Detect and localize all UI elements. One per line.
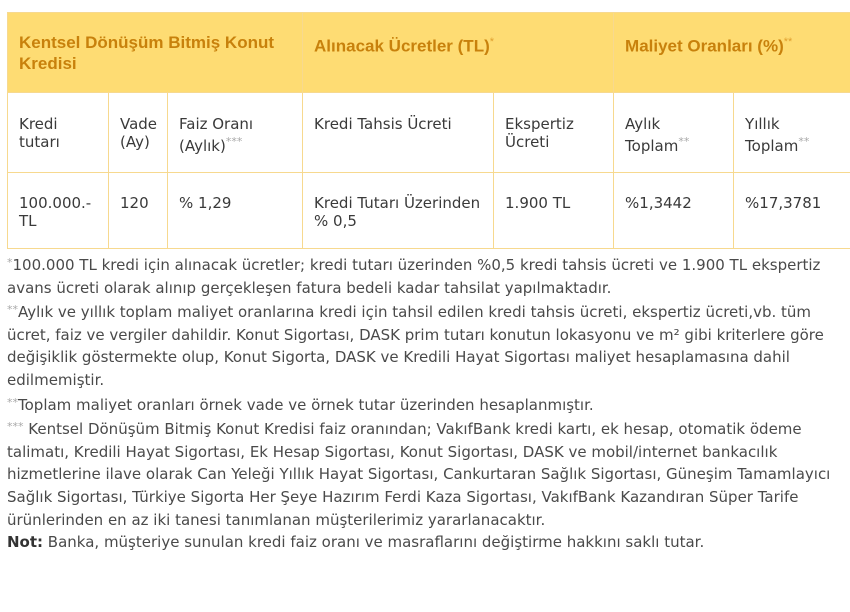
table-row xyxy=(8,173,850,249)
fees-footnote-mark: * xyxy=(489,36,495,48)
final-note xyxy=(7,531,847,554)
annual-total-value: %17,3781 xyxy=(734,173,850,249)
final-note-text: Banka, müşteriye sunulan kredi faiz oranı ve masraflarını değiştirme hakkını saklı tutar. xyxy=(43,533,705,552)
monthly-total-column-header xyxy=(614,93,734,173)
footnote-text: Toplam maliyet oranları örnek vade ve örnek tutar üzerinden hesaplanmıştır. xyxy=(18,395,594,414)
table-subheader-row xyxy=(8,93,850,173)
credit-cost-table xyxy=(7,12,850,249)
footnote-cost-basis xyxy=(7,392,847,417)
cost-rates-header xyxy=(614,13,850,93)
final-note-label: Not: xyxy=(7,533,44,552)
monthly-total-label: Aylık Toplam xyxy=(625,115,679,155)
annual-total-footnote-mark: ** xyxy=(798,135,810,148)
footnote-interest-conditions xyxy=(7,416,847,531)
loan-amount-column-header: Kredi tutarı xyxy=(8,93,109,173)
monthly-total-footnote-mark: ** xyxy=(678,135,690,148)
interest-column-label: Faiz Oranı (Aylık) xyxy=(179,115,254,155)
footnotes xyxy=(7,252,847,554)
footnote-text: Kentsel Dönüşüm Bitmiş Konut Kredisi faiz oranından; VakıfBank kredi kartı, ek hesap, otomatik ödeme talimatı, Kredili Hayat Sigortası, Ek Hesap Sigortası, Konut Sigortası, DASK ve mobil/internet bankacılık hizmetlerine ilave olarak Can Yeleği Yıllık Hayat Sigortası, Cankurtaran Sağlık Sigortası, Güneşim Tamamlayıcı Sağlık Sigortası, Türkiye Sigorta Her Şeye Hazırım Ferdi Kaza Sigortası, VakıfBank Kazandıran Süper Tarife ürünlerinden en az iki tanesi tanımlanan müşterilerimiz yararlanacaktır. xyxy=(7,420,831,529)
footnote-cost-inclusions xyxy=(7,299,847,391)
fees-header xyxy=(303,13,614,93)
footnote-mark: ** xyxy=(7,395,18,409)
table-header-row xyxy=(8,13,850,93)
credit-name-header xyxy=(8,13,303,93)
credit-name-header-text: Kentsel Dönüşüm Bitmiş Konut Kredisi xyxy=(19,33,275,73)
footnote-text: 100.000 TL kredi için alınacak ücretler; kredi tutarı üzerinden %0,5 kredi tahsis ücreti ve 1.900 TL ekspertiz avans ücreti olarak alınıp gerçekleşen fatura bedeli kadar tahsilat yapılmaktadır. xyxy=(7,256,821,297)
footnote-mark: *** xyxy=(7,420,24,434)
fees-header-text: Alınacak Ücretler (TL) xyxy=(314,36,490,56)
term-value: 120 xyxy=(109,173,168,249)
loan-amount-value: 100.000.-TL xyxy=(8,173,109,249)
footnote-text: Aylık ve yıllık toplam maliyet oranlarına kredi için tahsil edilen kredi tahsis ücreti, ekspertiz ücreti,vb. tüm ücret, faiz ve vergiler dahildir. Konut Sigortası, DASK prim tutarı konutun lokasyonu ve m² gibi kriterlere göre değişiklik göstermekte olup, Konut Sigorta, DASK ve Kredili Hayat Sigortası maliyet hesaplamasına dahil edilmemiştir. xyxy=(7,303,824,389)
monthly-total-value: %1,3442 xyxy=(614,173,734,249)
term-column-header: Vade (Ay) xyxy=(109,93,168,173)
allocation-fee-column-header: Kredi Tahsis Ücreti xyxy=(303,93,494,173)
appraisal-fee-value: 1.900 TL xyxy=(494,173,614,249)
annual-total-column-header xyxy=(734,93,850,173)
footnote-mark: * xyxy=(7,256,13,269)
interest-value: % 1,29 xyxy=(168,173,303,249)
footnote-mark: ** xyxy=(7,303,18,317)
footnote-fees xyxy=(7,252,847,299)
appraisal-fee-column-header: Ekspertiz Ücreti xyxy=(494,93,614,173)
interest-column-header xyxy=(168,93,303,173)
cost-rates-header-text: Maliyet Oranları (%) xyxy=(625,36,784,56)
annual-total-label: Yıllık Toplam xyxy=(745,115,799,155)
interest-footnote-mark: *** xyxy=(225,135,243,148)
cost-rates-footnote-mark: ** xyxy=(783,36,793,48)
allocation-fee-value: Kredi Tutarı Üzerinden % 0,5 xyxy=(303,173,494,249)
